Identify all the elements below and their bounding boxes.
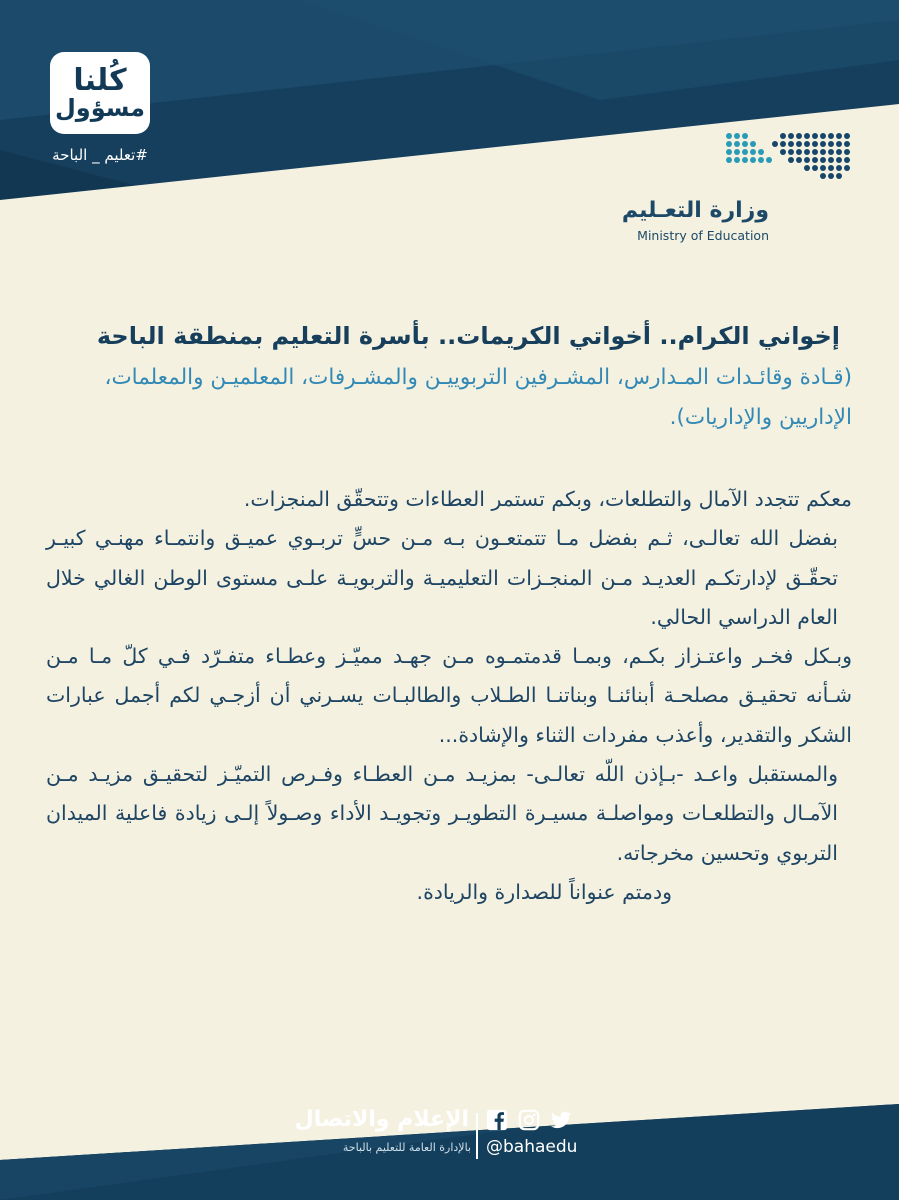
paragraph-2: بفضل الله تعالـى، ثـم بفضل مـا تتمتعـون بـه مـن حسٍّ تربـوي عميـق وانتمـاء مهنـي كبيـر تحقّـق لإدارتكـم العديـد مـن المنجـزات التعليميـة والتربويـة علـى مستوى الوطن الغالي خلال العام الدراسي الحالي. bbox=[46, 526, 838, 629]
letter-heading: إخواني الكرام.. أخواتي الكريمات.. بأسرة التعليم بمنطقة الباحة bbox=[96, 322, 840, 350]
facebook-icon[interactable] bbox=[486, 1109, 508, 1131]
paragraph-closing: ودمتم عنواناً للصدارة والريادة. bbox=[416, 879, 672, 904]
ministry-logo bbox=[621, 128, 875, 248]
letter-body bbox=[46, 318, 852, 912]
footer-title: الإعلام والاتصال bbox=[294, 1107, 469, 1132]
ministry-name-en: Ministry of Education bbox=[637, 228, 769, 243]
paragraph-4: والمستقبل واعـد -بـإذن اللّه تعالـى- بمزيـد مـن العطـاء وفـرص التميّـز لتحقيـق مزيـد مـن الآمـال والتطلعـات ومواصلـة مسيـرة التطويـر وتجويـد الأداء وصـولاً إلـى زيادة فاعلية الميدان التربوي وتحسين مخرجاته. bbox=[46, 762, 838, 865]
social-handle[interactable]: @bahaedu bbox=[486, 1137, 578, 1157]
footer-divider bbox=[476, 1113, 478, 1159]
footer bbox=[0, 1095, 899, 1200]
footer-subtitle: بالإدارة العامة للتعليم بالباحة bbox=[342, 1141, 471, 1154]
campaign-logo-line1: كُلنا bbox=[73, 63, 127, 98]
letter-addressees: (قـادة وقائـدات المـدارس، المشـرفين التربوييـن والمشـرفات، المعلميـن والمعلمات، الإداريين والإداريات). bbox=[104, 365, 852, 430]
social-icons bbox=[486, 1109, 572, 1133]
campaign-logo bbox=[50, 52, 150, 134]
paragraph-1: معكم تتجدد الآمال والتطلعات، وبكم تستمر العطاءات وتتحقّق المنجزات. bbox=[243, 487, 852, 511]
ministry-name-ar: وزارة التعـليم bbox=[621, 198, 769, 223]
instagram-icon[interactable] bbox=[518, 1109, 540, 1131]
hashtag-label: #تعليم _ الباحة bbox=[52, 146, 148, 164]
ministry-dots-icon bbox=[723, 128, 863, 184]
campaign-logo-line2: مسؤول bbox=[54, 94, 146, 122]
paragraph-3: وبـكل فخـر واعتـزاز بكـم، وبمـا قدمتمـوه مـن جهـد مميّـز وعطـاء متفـرّد فـي كلّ مـا مـن شـأنه تحقيـق مصلحـة أبنائنـا وبناتنـا الطـلاب والطالبـات يسـرني أن أزجـي لكم أجمل عبارات الشكر والتقدير، وأعذب مفردات الثناء والإشادة... bbox=[46, 644, 852, 747]
twitter-icon[interactable] bbox=[550, 1109, 572, 1131]
